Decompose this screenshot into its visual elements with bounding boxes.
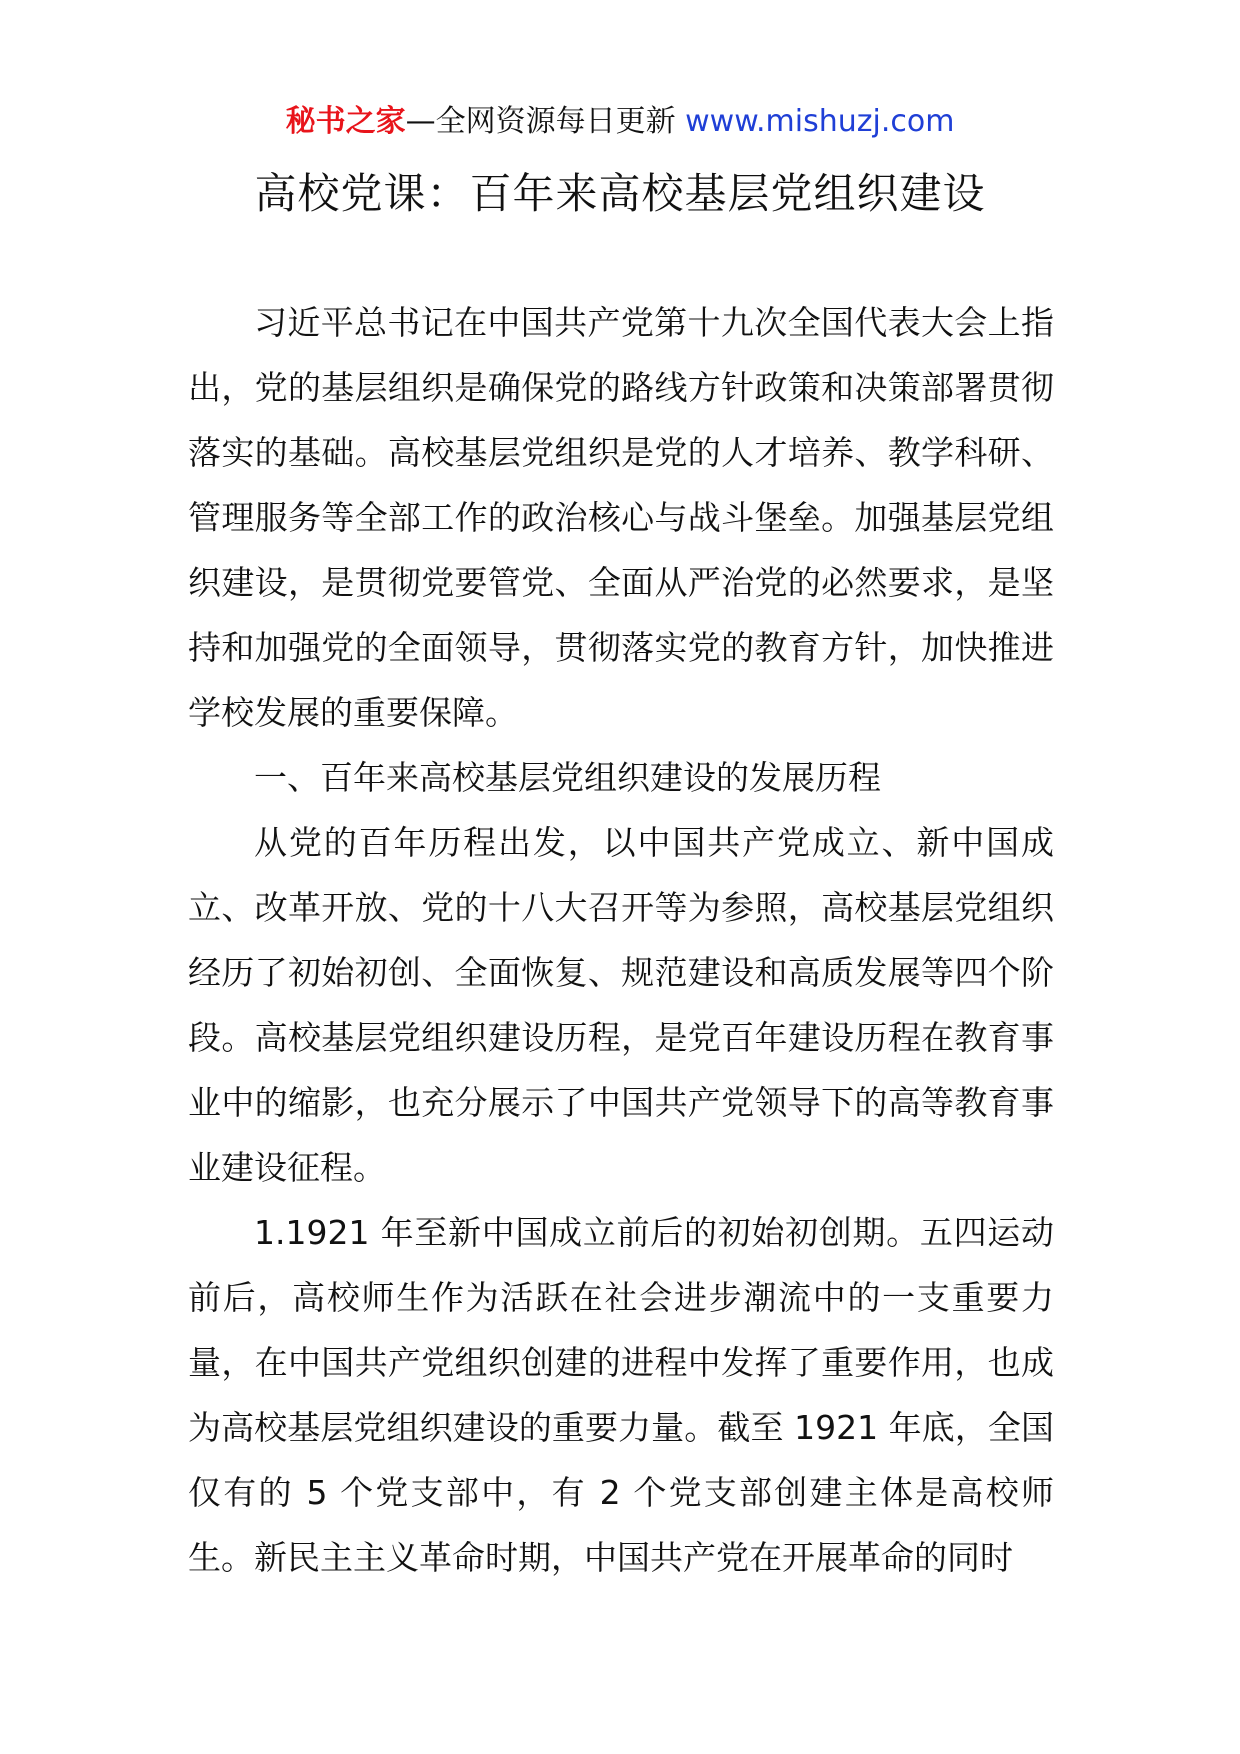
body-paragraph: 从党的百年历程出发，以中国共产党成立、新中国成立、改革开放、党的十八大召开等为参照，高校基层党组织经历了初始初创、全面恢复、规范建设和高质发展等四个阶段。高校基层党组织建设历程，是党百年建设历程在教育事业中的缩影，也充分展示了中国共产党领导下的高等教育事业建设征程。 — [188, 823, 1054, 1187]
site-url-link[interactable]: www.mishuzj.com — [685, 104, 955, 139]
intro-paragraph: 习近平总书记在中国共产党第十九次全国代表大会上指出，党的基层组织是确保党的路线方针政策和决策部署贯彻落实的基础。高校基层党组织是党的人才培养、教学科研、管理服务等全部工作的政治核心与战斗堡垒。加强基层党组织建设，是贯彻党要管党、全面从严治党的必然要求，是坚持和加强党的全面领导，贯彻落实党的教育方针，加快推进学校发展的重要保障。 — [188, 303, 1054, 732]
header-tagline: —全网资源每日更新 — [405, 104, 676, 139]
document-body — [188, 290, 1054, 1590]
site-header — [0, 102, 1240, 142]
body-paragraph: 1.1921 年至新中国成立前后的初始初创期。五四运动前后，高校师生作为活跃在社会进步潮流中的一支重要力量，在中国共产党组织创建的进程中发挥了重要作用，也成为高校基层党组织建设的重要力量。截至 1921 年底，全国仅有的 5 个党支部中，有 2 个党支部创建主体是高校师生。新民主主义革命时期，中国共产党在开展革命的同时 — [188, 1213, 1054, 1577]
document-title: 高校党课：百年来高校基层党组织建设 — [254, 169, 986, 218]
section-heading: 一、百年来高校基层党组织建设的发展历程 — [254, 758, 881, 797]
brand-name: 秘书之家 — [285, 104, 406, 139]
